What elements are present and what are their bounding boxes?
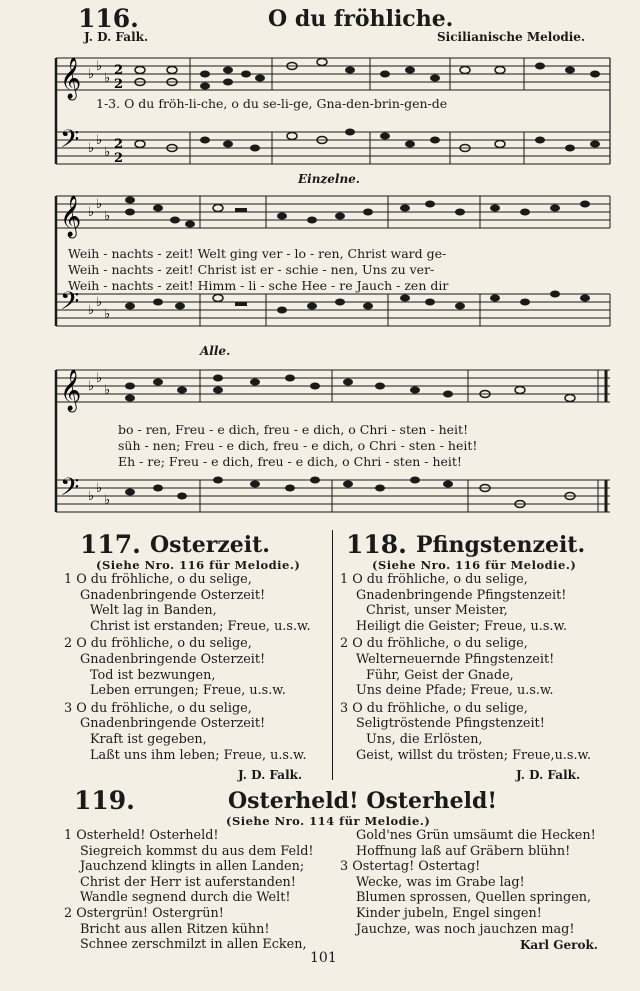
svg-text:♭: ♭ — [96, 133, 103, 148]
svg-text:𝄢: 𝄢 — [60, 287, 80, 322]
svg-text:2: 2 — [114, 151, 124, 166]
music-system-3 — [50, 352, 615, 522]
hymn-116-author: J. D. Falk. — [84, 30, 149, 44]
hymn-118-v3-l3: Uns, die Erlösten, — [366, 731, 483, 747]
hymn-118-v1-l3: Christ, unser Meister, — [366, 603, 508, 619]
hymn-116-lyric-line-3a: bo - ren, Freu - e dich, freu - e dich, o Chri - sten - heit! — [118, 422, 469, 437]
hymn-117-v1-l3: Welt lag in Banden, — [90, 603, 217, 619]
hymn-119-right-column — [340, 828, 596, 937]
hymn-117-title: Osterzeit. — [150, 532, 270, 558]
svg-text:♭: ♭ — [88, 205, 95, 220]
svg-text:♭: ♭ — [96, 295, 103, 310]
svg-text:𝄞: 𝄞 — [60, 58, 82, 99]
hymn-117-v2-l1: 2 O du fröhliche, o du selige, — [64, 636, 252, 652]
hymn-116-lyric-line-2c: Weih - nachts - zeit! Himm - li - sche Hee - re Jauch - zen dir — [68, 278, 449, 293]
svg-text:♭: ♭ — [104, 307, 111, 322]
svg-text:♭: ♭ — [88, 303, 95, 318]
svg-text:♭: ♭ — [88, 489, 95, 504]
hymn-117-v2-l4: Leben errungen; Freue, u.s.w. — [90, 683, 286, 699]
hymn-116-title: O du fröhliche. — [268, 6, 454, 32]
hymn-118-v2-l1: 2 O du fröhliche, o du selige, — [340, 636, 528, 652]
hymn-119-r3: 3 Ostertag! Ostertag! — [340, 859, 481, 875]
hymn-117-melody-ref: (Siehe Nro. 116 für Melodie.) — [96, 558, 301, 572]
svg-text:♭: ♭ — [96, 197, 103, 212]
hymn-117-v3-l1: 3 O du fröhliche, o du selige, — [64, 700, 252, 716]
svg-text:♭: ♭ — [104, 493, 111, 508]
hymn-119-r2: Hoffnung laß auf Gräbern blühn! — [356, 843, 571, 859]
hymn-116-lyric-line-1: 1-3. O du fröh-li-che, o du se-li-ge, Gna-den-brin-gen-de — [96, 96, 448, 111]
hymn-116-lyric-line-3c: Eh - re; Freu - e dich, freu - e dich, o Chri - sten - heit! — [118, 454, 462, 469]
hymn-119-l1: 1 Osterheld! Osterheld! — [64, 828, 219, 843]
hymn-118-v2-l3: Führ, Geist der Gnade, — [366, 667, 514, 683]
hymn-117-v2-l2: Gnadenbringende Osterzeit! — [80, 651, 266, 667]
svg-text:♭: ♭ — [88, 379, 95, 394]
svg-text:♭: ♭ — [88, 67, 95, 82]
hymn-117-verses — [64, 572, 311, 763]
hymn-117-v1-l1: 1 O du fröhliche, o du selige, — [64, 572, 252, 587]
hymn-119-r1: Gold'nes Grün umsäumt die Hecken! — [356, 828, 596, 843]
column-divider — [332, 530, 333, 780]
hymn-118-author: J. D. Falk. — [516, 768, 581, 782]
svg-text:♭: ♭ — [104, 383, 111, 398]
svg-text:𝄞: 𝄞 — [60, 370, 82, 411]
hymn-118-verses — [340, 572, 591, 763]
hymn-117-v3-l3: Kraft ist gegeben, — [90, 731, 207, 747]
hymn-116-lyric-line-2b: Weih - nachts - zeit! Christ ist er - schie - nen, Uns zu ver- — [68, 262, 435, 277]
hymn-117-number: 117. — [80, 530, 141, 559]
hymn-118-title: Pfingstenzeit. — [416, 532, 586, 558]
svg-text:♭: ♭ — [104, 209, 111, 224]
hymn-119-left-column — [64, 828, 314, 953]
hymn-119-r4: Wecke, was im Grabe lag! — [356, 874, 525, 890]
svg-text:♭: ♭ — [96, 481, 103, 496]
svg-text:2: 2 — [114, 137, 124, 152]
svg-text:𝄞: 𝄞 — [60, 196, 82, 237]
hymn-118-number: 118. — [346, 530, 407, 559]
svg-text:2: 2 — [114, 63, 124, 78]
svg-text:♭: ♭ — [96, 59, 103, 74]
hymn-119-l3: Jauchzend klingts in allen Landen; — [80, 859, 305, 875]
hymn-117-v3-l2: Gnadenbringende Osterzeit! — [80, 716, 266, 732]
hymn-119-number: 119. — [74, 786, 135, 815]
hymn-118-v3-l1: 3 O du fröhliche, o du selige, — [340, 700, 528, 716]
hymn-119-l5: Wandle segnend durch die Welt! — [80, 890, 291, 906]
hymn-116-melody: Sicilianische Melodie. — [437, 30, 586, 44]
hymn-119-r5: Blumen sprossen, Quellen springen, — [356, 890, 592, 906]
hymn-119-author: Karl Gerok. — [520, 938, 598, 952]
hymn-117-v2-l3: Tod ist bezwungen, — [90, 667, 216, 683]
hymn-119-r6: Kinder jubeln, Engel singen! — [356, 905, 542, 921]
hymn-119-l6: 2 Ostergrün! Ostergrün! — [64, 905, 224, 921]
hymn-118-v1-l4: Heiligt die Geister; Freue, u.s.w. — [356, 618, 567, 634]
hymn-118-v2-l2: Welterneuernde Pfingstenzeit! — [356, 651, 555, 667]
hymn-118-v3-l4: Geist, willst du trösten; Freue,u.s.w. — [356, 747, 592, 763]
svg-text:𝄢: 𝄢 — [60, 473, 80, 508]
hymn-116-lyric-line-2a: Weih - nachts - zeit! Welt ging ver - lo - ren, Christ ward ge- — [68, 246, 447, 261]
hymn-118-v1-l2: Gnadenbringende Pfingstenzeit! — [356, 587, 567, 603]
hymn-119-l4: Christ der Herr ist auferstanden! — [80, 874, 296, 890]
hymn-119-title: Osterheld! Osterheld! — [228, 788, 498, 814]
svg-text:♭: ♭ — [88, 141, 95, 156]
svg-text:𝄢: 𝄢 — [60, 125, 80, 160]
hymn-117-author: J. D. Falk. — [238, 768, 303, 782]
svg-text:2: 2 — [114, 77, 124, 92]
hymn-117-v3-l4: Laßt uns ihm leben; Freue, u.s.w. — [90, 747, 307, 763]
svg-text:♭: ♭ — [104, 145, 111, 160]
page-number: 101 — [310, 950, 337, 966]
hymn-119-l8: Schnee zerschmilzt in allen Ecken, — [80, 937, 307, 953]
hymn-119-l7: Bricht aus allen Ritzen kühn! — [80, 921, 270, 937]
hymn-118-v3-l2: Seligtröstende Pfingstenzeit! — [356, 716, 545, 732]
hymn-117-v1-l2: Gnadenbringende Osterzeit! — [80, 587, 266, 603]
hymn-118-v1-l1: 1 O du fröhliche, o du selige, — [340, 572, 528, 587]
hymn-119-l2: Siegreich kommst du aus dem Feld! — [80, 843, 314, 859]
hymn-119-r7: Jauchze, was noch jauchzen mag! — [356, 921, 575, 937]
label-single: Einzelne. — [298, 172, 360, 186]
hymn-119-melody-ref: (Siehe Nro. 114 für Melodie.) — [226, 814, 431, 828]
label-all: Alle. — [200, 344, 231, 358]
hymn-116-lyric-line-3b: süh - nen; Freu - e dich, freu - e dich, o Chri - sten - heit! — [118, 438, 478, 453]
hymn-118-melody-ref: (Siehe Nro. 116 für Melodie.) — [372, 558, 577, 572]
svg-text:♭: ♭ — [104, 71, 111, 86]
hymn-117-v1-l4: Christ ist erstanden; Freue, u.s.w. — [90, 618, 311, 634]
hymn-118-v2-l4: Uns deine Pfade; Freue, u.s.w. — [356, 683, 554, 699]
svg-text:♭: ♭ — [96, 371, 103, 386]
hymn-116-number: 116. — [78, 4, 139, 33]
